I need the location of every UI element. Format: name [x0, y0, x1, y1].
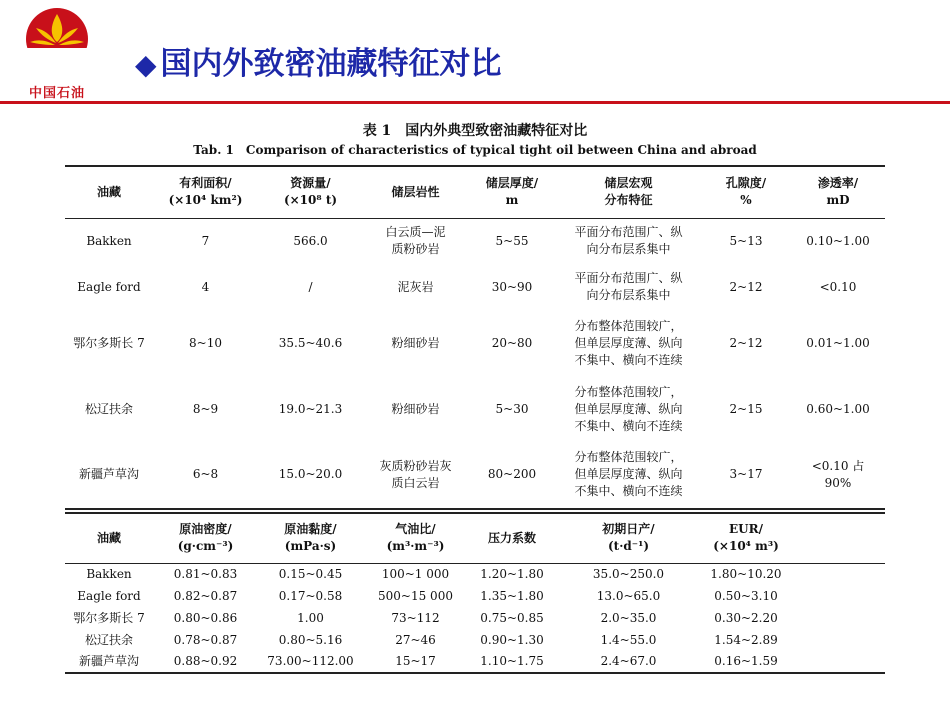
cell-permeability — [791, 310, 885, 376]
table2-header-cell-line: (m³·m⁻³) — [386, 539, 445, 554]
cell-distribution — [556, 218, 701, 264]
table2-cell: 1.54~2.89 — [714, 632, 778, 647]
table2-cell: 73.00~112.00 — [267, 654, 354, 668]
table2-header-cell-line: (t·d⁻¹) — [607, 539, 650, 554]
characteristics-table — [65, 165, 885, 509]
cell-lithology-line: 质粉砂岩 — [391, 242, 440, 257]
cell-distribution — [556, 310, 701, 376]
cell-distribution-line: 分布整体范围较广， — [574, 318, 683, 333]
cell-name: 新疆芦草沟 — [78, 467, 139, 482]
cell-porosity: 2~12 — [729, 279, 763, 294]
cell-distribution-line: 不集中、横向不连续 — [574, 484, 683, 499]
table2-header-cell-line: (mPa·s) — [284, 539, 337, 554]
table2-header-cell-line: EUR/ — [729, 522, 763, 537]
table2-cell: 0.30~2.20 — [714, 610, 778, 625]
table2-cell: 0.81~0.83 — [173, 566, 238, 581]
table2-row — [65, 629, 885, 651]
table2-cell: 0.16~1.59 — [714, 654, 778, 668]
table1-header-cell-line: 分布特征 — [604, 193, 653, 208]
table2-cell: 73~112 — [391, 610, 440, 625]
table1-header-cell-line: 油藏 — [96, 184, 121, 199]
table1-header-cell — [153, 166, 258, 218]
table1-header-cell-line: m — [505, 193, 519, 208]
cell-resource: 566.0 — [293, 233, 328, 248]
table1-header-cell-line: 资源量/ — [290, 176, 331, 191]
cell-permeability-line: <0.10 — [819, 279, 857, 294]
cell-lithology-line: 粉细砂岩 — [391, 335, 440, 350]
cell-lithology-line: 白云质—泥 — [385, 225, 446, 240]
table2-header-cell — [701, 513, 791, 563]
table2-cell: 0.75~0.85 — [480, 610, 544, 625]
cell-lithology — [363, 264, 468, 310]
cell-distribution — [556, 442, 701, 508]
cell-resource: 35.5~40.6 — [278, 335, 343, 350]
cell-area: 8~10 — [189, 335, 222, 350]
cell-distribution — [556, 376, 701, 442]
cell-permeability — [791, 264, 885, 310]
cell-permeability — [791, 442, 885, 508]
table1-row — [65, 264, 885, 310]
slide-title: 国内外致密油藏特征对比 — [160, 46, 502, 82]
table2-cell: 0.80~0.86 — [173, 610, 238, 625]
table2-cell: Eagle ford — [77, 588, 141, 603]
table2-cell: 0.15~0.45 — [278, 566, 343, 581]
table2-empty-cell — [791, 563, 885, 585]
cell-distribution-line: 向分布层系集中 — [586, 242, 671, 257]
cell-distribution-line: 不集中、横向不连续 — [574, 352, 683, 367]
table2-cell: 100~1 000 — [381, 566, 450, 581]
table1-header-cell-line: (×10⁴ km²) — [168, 193, 243, 208]
cell-porosity: 2~15 — [729, 401, 763, 416]
table1-header-cell-line: % — [740, 193, 752, 208]
petrochina-emblem-icon — [24, 6, 90, 72]
table2-cell: 0.82~0.87 — [173, 588, 238, 603]
table2-header-cell-line: 原油黏度/ — [284, 522, 337, 537]
table2-header-row — [65, 513, 885, 563]
cell-lithology-line: 质白云岩 — [391, 475, 440, 490]
cell-distribution-line: 分布整体范围较广， — [574, 384, 683, 399]
table2-header-cell-line: 初期日产/ — [602, 522, 655, 537]
table2-body — [65, 563, 885, 673]
table2-header-cell — [363, 513, 468, 563]
table2-cell: 1.35~1.80 — [480, 588, 544, 603]
cell-distribution — [556, 264, 701, 310]
table1-header-cell-line: 储层宏观 — [604, 176, 653, 191]
table1-header-cell-line: 储层厚度/ — [485, 176, 539, 191]
table2-cell: 1.00 — [297, 610, 324, 625]
cell-lithology-line: 泥灰岩 — [397, 279, 434, 294]
table2-row — [65, 563, 885, 585]
cell-permeability — [791, 218, 885, 264]
table1-header-cell-line: mD — [826, 193, 850, 208]
cell-permeability-line: 90% — [824, 475, 852, 490]
table2-cell: 0.88~0.92 — [173, 654, 238, 668]
cell-resource: 19.0~21.3 — [278, 401, 343, 416]
cell-permeability-line: 0.60~1.00 — [806, 401, 870, 416]
table-caption-cn: 表 1 国内外典型致密油藏特征对比 — [362, 123, 588, 139]
cell-resource: 15.0~20.0 — [278, 467, 343, 482]
cell-distribution-line: 向分布层系集中 — [586, 288, 671, 302]
table2-empty-cell — [791, 629, 885, 651]
table2-cell: 1.10~1.75 — [480, 654, 544, 668]
cell-lithology — [363, 218, 468, 264]
cell-resource: / — [308, 279, 313, 294]
table2-row — [65, 585, 885, 607]
cell-name: 松辽扶余 — [84, 401, 133, 416]
table2-row — [65, 651, 885, 673]
table-caption-en: Tab. 1 Comparison of characteristics of typical tight oil between China and abroad — [193, 143, 757, 157]
cell-area: 4 — [201, 279, 210, 294]
table2-cell: 新疆芦草沟 — [78, 654, 139, 668]
cell-name: 鄂尔多斯长 7 — [73, 335, 145, 350]
table2-header-cell-line: (×10⁴ m³) — [713, 539, 779, 554]
table2-header-cell-line: 油藏 — [96, 530, 121, 545]
cell-distribution-line: 不集中、横向不连续 — [574, 418, 683, 433]
table-divider — [65, 509, 885, 510]
cell-lithology — [363, 376, 468, 442]
table1-header-cell — [363, 166, 468, 218]
table1-header-cell — [556, 166, 701, 218]
table2-cell: 1.80~10.20 — [710, 566, 782, 581]
cell-thickness: 5~55 — [495, 233, 529, 248]
table2-header-cell — [468, 513, 556, 563]
table2-header-cell — [65, 513, 153, 563]
table2-cell: 1.20~1.80 — [480, 566, 544, 581]
table2-empty-cell — [791, 607, 885, 629]
table2-cell: 2.4~67.0 — [600, 654, 657, 668]
cell-name: Eagle ford — [77, 279, 141, 294]
table2-cell: 15~17 — [395, 654, 436, 668]
cell-thickness: 5~30 — [495, 401, 529, 416]
table2-cell: 松辽扶余 — [84, 632, 133, 647]
table2-cell: 500~15 000 — [378, 588, 453, 603]
petrochina-logo — [18, 6, 96, 101]
table2-cell: 0.80~5.16 — [278, 632, 343, 647]
cell-permeability-line: 0.10~1.00 — [806, 233, 870, 248]
cell-distribution-line: 但单层厚度薄、纵向 — [574, 401, 683, 416]
table1-header-cell — [65, 166, 153, 218]
cell-lithology-line: 粉细砂岩 — [391, 401, 440, 416]
slide-title-wrap — [135, 38, 502, 83]
table1-header-cell-line: 渗透率/ — [817, 176, 859, 191]
table1-header-cell-line: 孔隙度/ — [725, 176, 767, 191]
cell-lithology-line: 灰质粉砂岩灰 — [379, 458, 452, 473]
table1-header-cell-line: (×10⁸ t) — [283, 193, 338, 208]
table1-body — [65, 218, 885, 508]
table1-header-cell-line: 有利面积/ — [179, 176, 232, 191]
table2-cell: 1.4~55.0 — [600, 632, 657, 647]
table2-cell: 13.0~65.0 — [596, 588, 661, 603]
cell-permeability-line: 0.01~1.00 — [806, 335, 870, 350]
table2-header-cell-line: (g·cm⁻³) — [177, 539, 234, 554]
table1-row — [65, 442, 885, 508]
brand-name: 中国石油 — [28, 86, 85, 101]
table2-header-cell — [153, 513, 258, 563]
cell-area: 8~9 — [192, 401, 219, 416]
cell-distribution-line: 平面分布范围广、纵 — [574, 271, 683, 285]
table2-cell: 0.17~0.58 — [278, 588, 343, 603]
cell-permeability-line: <0.10 占 — [811, 458, 865, 473]
table2-cell: 0.50~3.10 — [714, 588, 778, 603]
cell-thickness: 30~90 — [491, 279, 533, 294]
table1-header-cell-line: 储层岩性 — [391, 184, 440, 199]
table2-empty-cell — [791, 585, 885, 607]
cell-lithology — [363, 310, 468, 376]
cell-distribution-line: 平面分布范围广、纵 — [574, 225, 683, 240]
header-divider — [0, 101, 950, 104]
table2-cell: 0.90~1.30 — [480, 632, 544, 647]
table1-row — [65, 376, 885, 442]
cell-porosity: 3~17 — [729, 467, 763, 482]
table2-cell: 2.0~35.0 — [600, 610, 657, 625]
diamond-icon: ◆ — [135, 48, 157, 81]
table2-header-cell — [556, 513, 701, 563]
table2-empty-cell — [791, 651, 885, 673]
table2-cell: 鄂尔多斯长 7 — [73, 610, 145, 625]
table1-header-cell — [468, 166, 556, 218]
table2-row — [65, 607, 885, 629]
table1-header-cell — [258, 166, 363, 218]
cell-area: 7 — [201, 233, 210, 248]
table2-cell: 0.78~0.87 — [173, 632, 238, 647]
crude-properties-table — [65, 512, 885, 674]
table2-cell: 35.0~250.0 — [592, 566, 665, 581]
table2-header-cell — [258, 513, 363, 563]
cell-porosity: 5~13 — [729, 233, 763, 248]
table2-header-cell-line: 气油比/ — [395, 522, 436, 537]
table2-cell: 27~46 — [395, 632, 436, 647]
cell-porosity: 2~12 — [729, 335, 763, 350]
cell-distribution-line: 分布整体范围较广， — [574, 450, 683, 465]
cell-name: Bakken — [86, 233, 132, 248]
table2-cell: Bakken — [86, 566, 132, 581]
cell-distribution-line: 但单层厚度薄、纵向 — [574, 467, 683, 482]
table2-header-cell-line: 原油密度/ — [179, 522, 232, 537]
table1-header-row — [65, 166, 885, 218]
cell-distribution-line: 但单层厚度薄、纵向 — [574, 335, 683, 350]
table1-header-cell — [701, 166, 791, 218]
cell-permeability — [791, 376, 885, 442]
cell-thickness: 80~200 — [487, 467, 537, 482]
cell-lithology — [363, 442, 468, 508]
cell-thickness: 20~80 — [491, 335, 533, 350]
cell-area: 6~8 — [192, 467, 219, 482]
table1-row — [65, 218, 885, 264]
table2-header-cell-line: 压力系数 — [487, 530, 536, 545]
table1-row — [65, 310, 885, 376]
table1-header-cell — [791, 166, 885, 218]
